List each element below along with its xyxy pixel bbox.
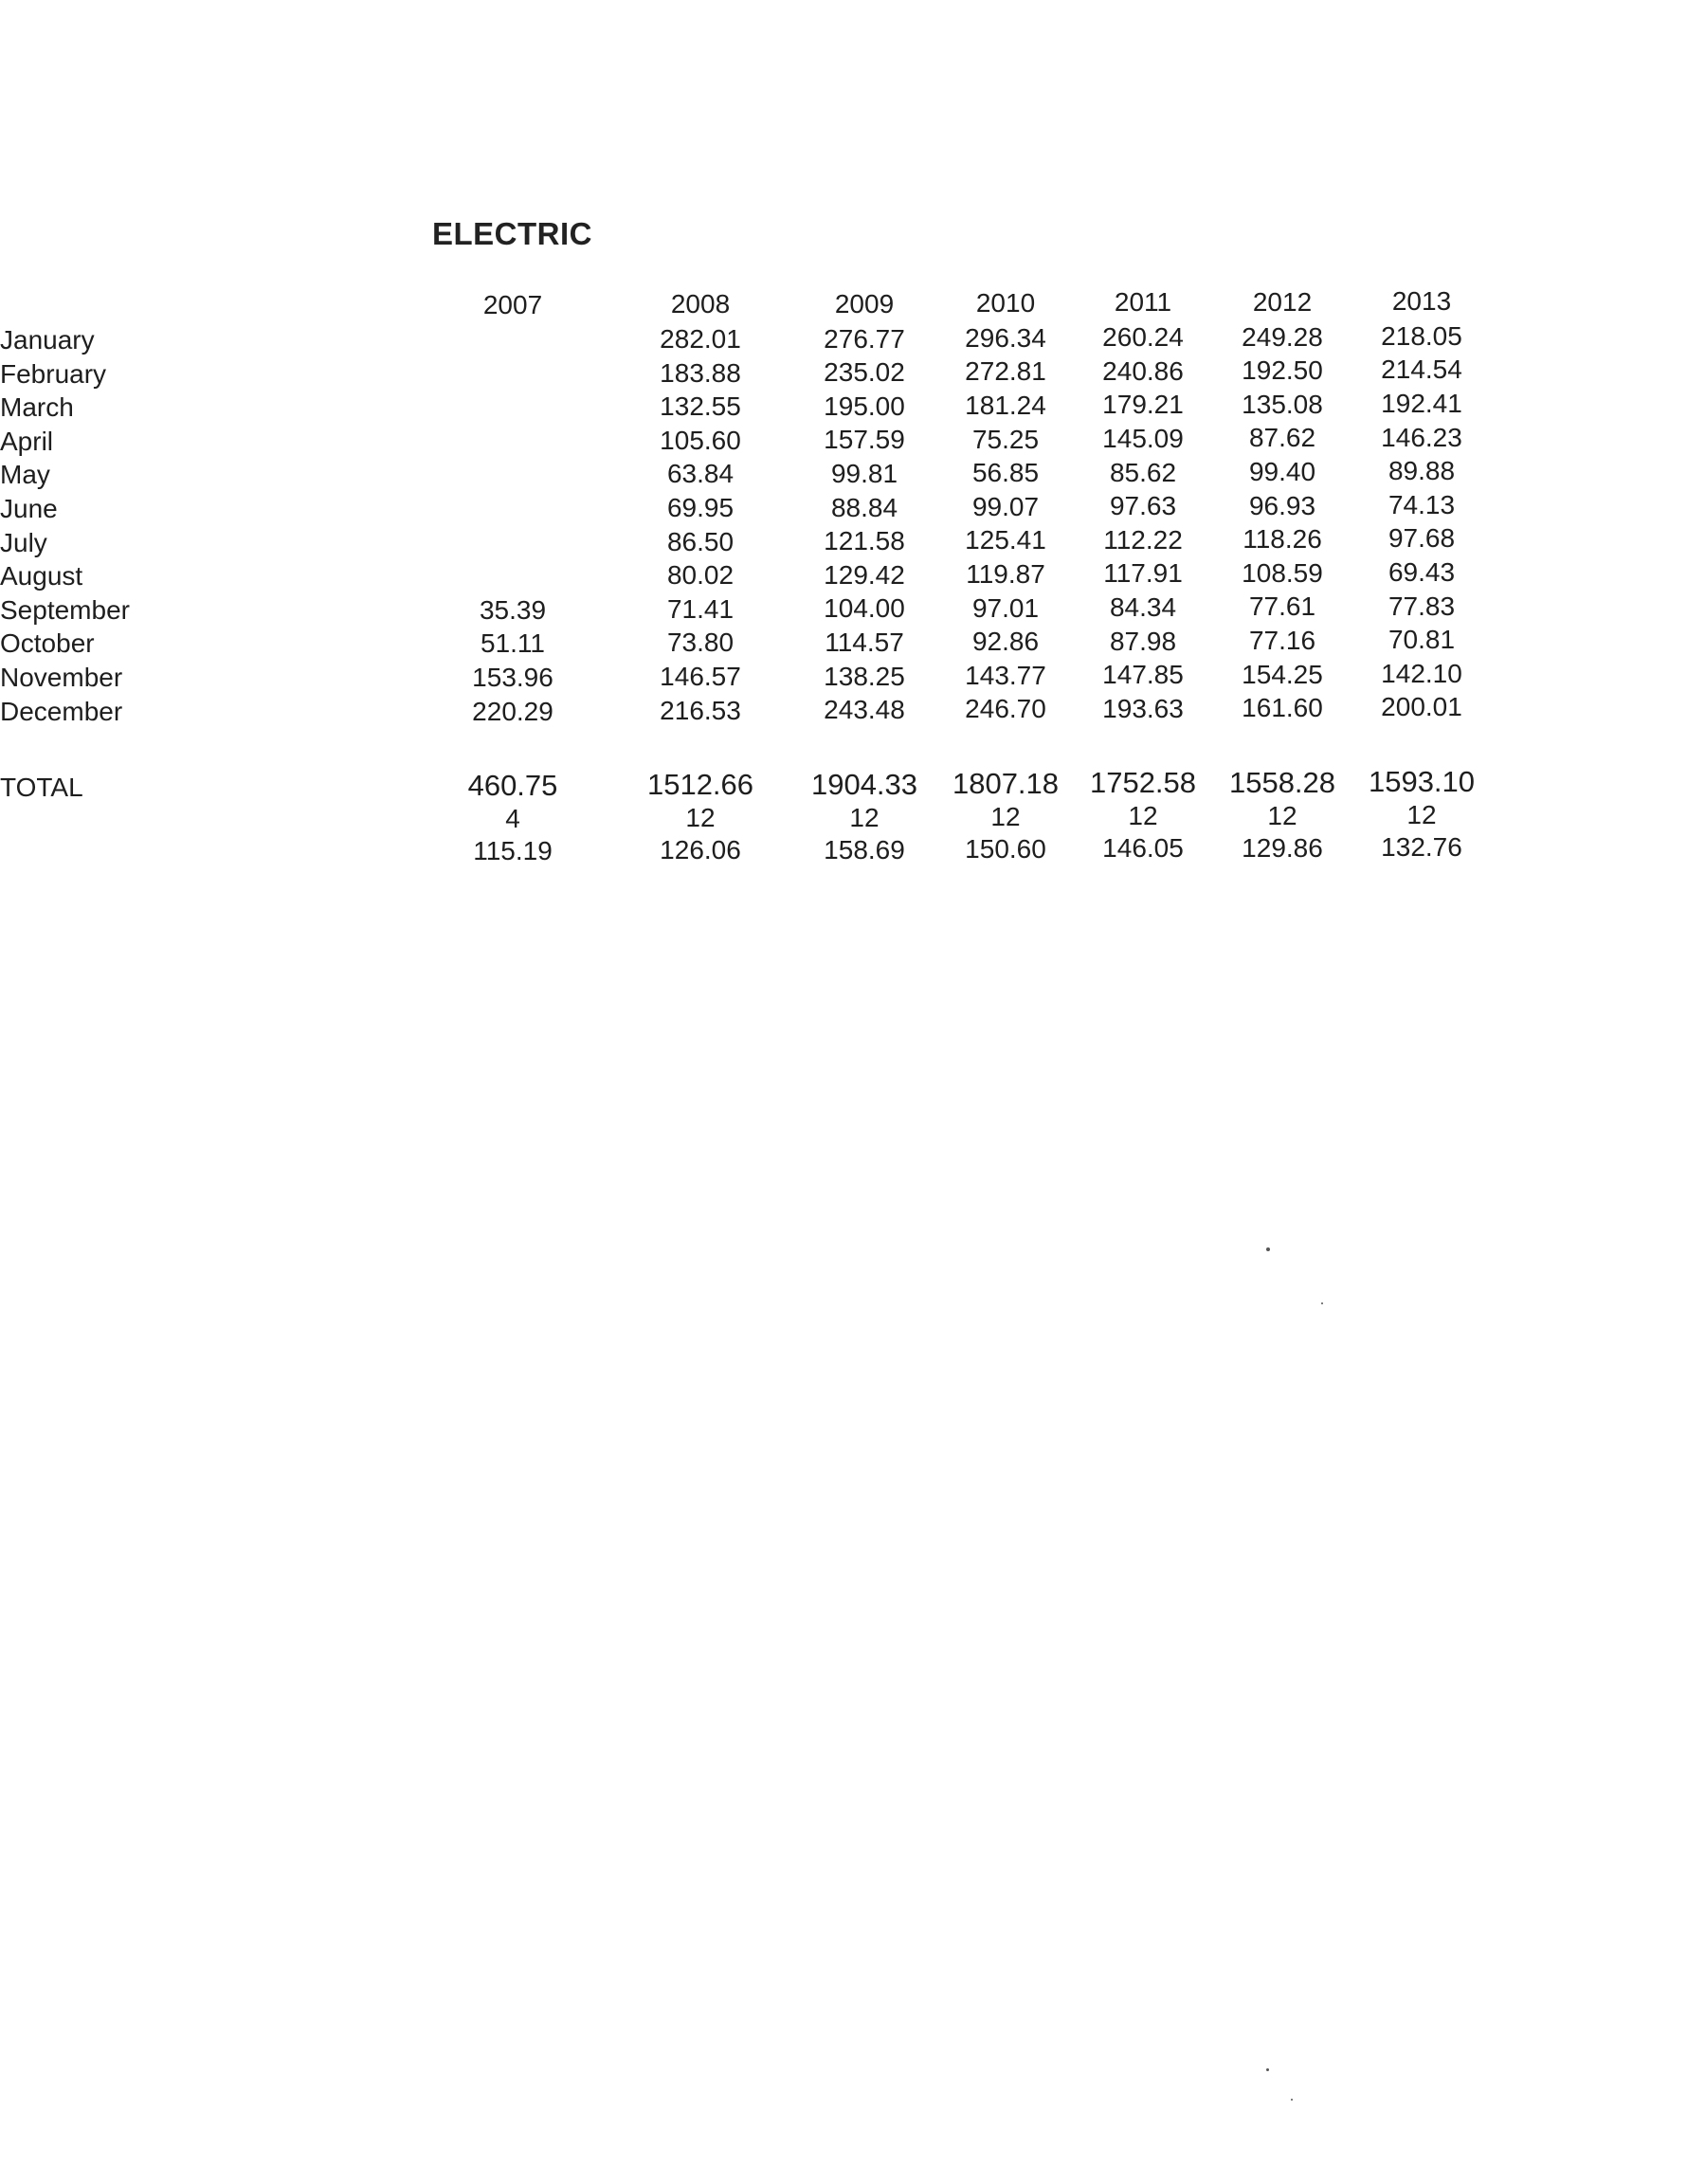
total-value: 1593.10 <box>1368 764 1476 798</box>
total-value: 1512.66 <box>646 768 754 801</box>
month-value: 146.23 <box>1381 422 1462 452</box>
month-value: 104.00 <box>824 593 905 624</box>
month-value: 87.62 <box>1248 423 1316 453</box>
month-count: 12 <box>990 801 1021 831</box>
scan-speck <box>1266 2068 1269 2071</box>
average-value: 115.19 <box>473 836 553 865</box>
year-header: 2007 <box>482 290 543 319</box>
total-value: 1904.33 <box>810 767 918 801</box>
month-label: September <box>0 594 130 625</box>
total-value: 460.75 <box>467 769 558 802</box>
year-header: 2010 <box>975 287 1036 318</box>
month-value: 121.58 <box>824 526 905 556</box>
year-header: 2012 <box>1252 286 1313 317</box>
month-label: January <box>0 325 95 355</box>
month-value: 157.59 <box>824 425 905 455</box>
month-label: July <box>0 527 47 557</box>
month-value: 154.25 <box>1242 659 1323 689</box>
month-label: November <box>0 663 123 692</box>
month-value: 74.13 <box>1388 489 1456 519</box>
month-value: 51.11 <box>481 628 545 659</box>
month-label: December <box>0 696 123 726</box>
total-label: TOTAL <box>0 773 83 802</box>
month-value: 246.70 <box>965 694 1046 724</box>
scan-speck <box>1266 1247 1270 1251</box>
month-value: 96.93 <box>1248 490 1316 520</box>
month-value: 276.77 <box>824 323 905 354</box>
month-label: June <box>0 494 58 523</box>
month-count: 4 <box>505 804 520 833</box>
month-value: 143.77 <box>965 660 1046 690</box>
month-value: 181.24 <box>965 391 1046 420</box>
month-value: 99.07 <box>971 491 1040 521</box>
month-value: 108.59 <box>1242 557 1323 588</box>
month-value: 35.39 <box>479 594 547 625</box>
month-value: 97.63 <box>1109 491 1177 521</box>
month-value: 92.86 <box>971 627 1040 657</box>
month-label: August <box>0 561 83 592</box>
month-value: 70.81 <box>1388 625 1456 655</box>
month-value: 220.29 <box>472 696 553 726</box>
month-value: 75.25 <box>971 424 1040 454</box>
month-value: 142.10 <box>1381 658 1462 688</box>
month-value: 135.08 <box>1242 389 1323 419</box>
month-value: 296.34 <box>965 322 1046 353</box>
month-label: March <box>0 392 74 423</box>
month-label: October <box>0 628 95 659</box>
month-value: 117.91 <box>1103 558 1183 589</box>
year-header: 2008 <box>670 289 731 318</box>
total-value: 1752.58 <box>1089 766 1197 800</box>
total-value: 1807.18 <box>952 766 1060 800</box>
month-count: 12 <box>1128 801 1158 831</box>
month-value: 86.50 <box>666 526 735 556</box>
month-value: 260.24 <box>1102 322 1184 353</box>
month-label: May <box>0 460 50 490</box>
month-count: 12 <box>1406 799 1437 829</box>
month-value: 77.16 <box>1248 625 1316 655</box>
month-count: 12 <box>1267 800 1297 830</box>
month-value: 97.01 <box>971 592 1040 623</box>
average-value: 126.06 <box>660 835 741 864</box>
month-value: 89.88 <box>1388 456 1456 486</box>
month-value: 235.02 <box>824 357 905 388</box>
month-value: 56.85 <box>971 458 1040 488</box>
month-value: 146.57 <box>660 662 741 691</box>
average-value: 129.86 <box>1242 832 1323 863</box>
month-value: 161.60 <box>1242 693 1323 723</box>
month-value: 119.87 <box>966 559 1045 589</box>
scan-speck <box>1321 1302 1323 1304</box>
month-value: 214.54 <box>1381 355 1462 385</box>
month-value: 99.81 <box>830 458 898 488</box>
month-value: 192.50 <box>1242 355 1323 386</box>
month-value: 88.84 <box>830 492 898 522</box>
month-value: 99.40 <box>1248 456 1316 486</box>
month-value: 200.01 <box>1381 692 1462 722</box>
month-value: 193.63 <box>1102 693 1184 723</box>
month-value: 132.55 <box>660 391 741 422</box>
average-value: 150.60 <box>965 833 1046 864</box>
month-value: 240.86 <box>1102 355 1184 386</box>
year-header: 2009 <box>834 288 895 318</box>
month-label: April <box>0 426 54 456</box>
month-value: 183.88 <box>660 357 741 388</box>
month-value: 249.28 <box>1242 321 1323 352</box>
year-header: 2013 <box>1391 285 1452 316</box>
month-value: 77.61 <box>1248 592 1316 622</box>
month-value: 105.60 <box>660 425 741 455</box>
year-header: 2011 <box>1114 287 1172 318</box>
month-value: 71.41 <box>666 593 735 624</box>
month-value: 112.22 <box>1103 524 1183 555</box>
month-count: 12 <box>685 803 716 832</box>
month-value: 179.21 <box>1102 390 1184 420</box>
average-value: 158.69 <box>824 834 905 864</box>
month-value: 85.62 <box>1109 457 1177 487</box>
month-value: 195.00 <box>824 391 905 421</box>
month-value: 114.57 <box>825 627 904 657</box>
month-value: 192.41 <box>1381 389 1462 418</box>
month-value: 73.80 <box>666 628 735 658</box>
month-value: 153.96 <box>472 663 553 692</box>
month-value: 216.53 <box>660 695 741 725</box>
month-value: 129.42 <box>824 559 905 590</box>
month-value: 69.95 <box>666 493 735 522</box>
average-value: 146.05 <box>1102 833 1184 864</box>
month-value: 138.25 <box>824 661 905 691</box>
page-title: ELECTRIC <box>432 216 592 251</box>
total-value: 1558.28 <box>1228 765 1336 799</box>
month-value: 282.01 <box>660 324 741 354</box>
month-value: 118.26 <box>1243 524 1322 555</box>
month-value: 87.98 <box>1109 626 1177 656</box>
month-value: 147.85 <box>1102 660 1184 690</box>
average-value: 132.76 <box>1381 831 1462 862</box>
month-value: 218.05 <box>1381 320 1462 351</box>
month-count: 12 <box>849 802 880 832</box>
month-value: 69.43 <box>1388 557 1456 587</box>
month-value: 80.02 <box>666 560 735 591</box>
month-value: 77.83 <box>1388 591 1456 621</box>
month-value: 243.48 <box>824 695 905 725</box>
month-value: 272.81 <box>965 356 1046 387</box>
scan-speck <box>1291 2099 1293 2101</box>
month-value: 84.34 <box>1109 592 1177 622</box>
month-value: 145.09 <box>1102 424 1184 453</box>
month-label: February <box>0 358 107 389</box>
month-value: 97.68 <box>1388 523 1456 554</box>
month-value: 125.41 <box>965 525 1046 555</box>
month-value: 63.84 <box>666 459 735 489</box>
